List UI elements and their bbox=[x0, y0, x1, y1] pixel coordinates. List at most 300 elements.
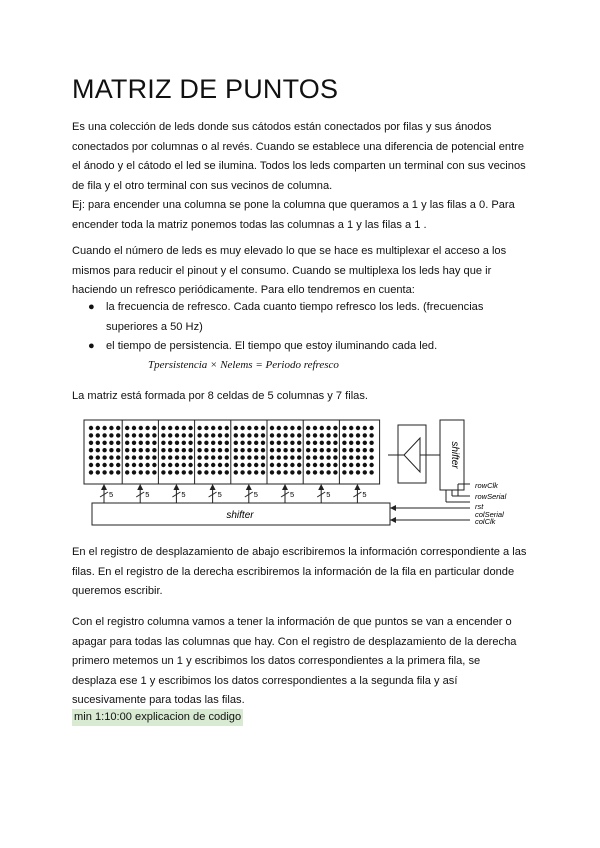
led-dot bbox=[333, 455, 337, 459]
led-dot bbox=[175, 426, 179, 430]
led-dot bbox=[218, 470, 222, 474]
led-dot bbox=[297, 463, 301, 467]
led-dot bbox=[102, 470, 106, 474]
led-dot bbox=[132, 433, 136, 437]
led-dot bbox=[306, 470, 310, 474]
text-line: Ej: para encender una columna se pone la columna que queramos a 1 y las filas a 0. Para bbox=[72, 199, 515, 212]
led-dot bbox=[283, 426, 287, 430]
text-line: la frecuencia de refresco. Cada cuanto tiempo refresco los leds. (frecuencias bbox=[106, 301, 484, 313]
led-dot bbox=[168, 433, 172, 437]
signal-label: rst bbox=[475, 502, 484, 511]
arrow-up-icon bbox=[101, 484, 107, 490]
led-dot bbox=[306, 448, 310, 452]
bus-width-label: 5 bbox=[145, 490, 150, 499]
led-dot bbox=[225, 463, 229, 467]
led-dot bbox=[145, 433, 149, 437]
led-dot bbox=[125, 441, 129, 445]
led-dot bbox=[333, 433, 337, 437]
led-dot bbox=[254, 433, 258, 437]
text-line: sucesivamente para todas las filas. bbox=[72, 694, 245, 707]
led-dot bbox=[218, 463, 222, 467]
led-dot bbox=[132, 463, 136, 467]
led-dot bbox=[320, 433, 324, 437]
bus-width-label: 5 bbox=[326, 490, 331, 499]
led-dot bbox=[363, 426, 367, 430]
led-dot bbox=[290, 426, 294, 430]
led-dot bbox=[145, 463, 149, 467]
led-dot bbox=[109, 433, 113, 437]
led-dot bbox=[125, 426, 129, 430]
led-dot bbox=[145, 441, 149, 445]
led-dot bbox=[168, 455, 172, 459]
led-dot bbox=[89, 433, 93, 437]
signal-label: rowSerial bbox=[475, 492, 507, 501]
led-dot bbox=[270, 448, 274, 452]
text-line: el ánodo y el cátodo el led se ilumina. Todos los leds comparten un terminal con sus vecinos bbox=[72, 160, 526, 173]
led-dot bbox=[313, 448, 317, 452]
led-dot bbox=[254, 455, 258, 459]
led-dot bbox=[132, 470, 136, 474]
led-dot bbox=[211, 448, 215, 452]
led-dot bbox=[247, 463, 251, 467]
led-dot bbox=[342, 470, 346, 474]
led-dot bbox=[342, 448, 346, 452]
led-dot bbox=[261, 470, 265, 474]
led-dot bbox=[161, 426, 165, 430]
led-dot bbox=[211, 470, 215, 474]
led-dot bbox=[356, 448, 360, 452]
led-dot bbox=[182, 470, 186, 474]
arrow-up-icon bbox=[246, 484, 252, 490]
led-dot bbox=[89, 441, 93, 445]
led-dot bbox=[197, 463, 201, 467]
led-dot bbox=[89, 426, 93, 430]
led-dot bbox=[349, 455, 353, 459]
led-dot bbox=[333, 448, 337, 452]
led-dot bbox=[102, 448, 106, 452]
led-dot bbox=[109, 441, 113, 445]
bus-width-label: 5 bbox=[109, 490, 114, 499]
led-dot bbox=[197, 426, 201, 430]
led-dot bbox=[234, 455, 238, 459]
code-explanation-note: min 1:10:00 explicacion de codigo bbox=[72, 709, 243, 726]
led-dot bbox=[290, 441, 294, 445]
led-dot bbox=[152, 463, 156, 467]
led-dot bbox=[320, 463, 324, 467]
led-dot bbox=[89, 470, 93, 474]
led-dot bbox=[225, 455, 229, 459]
led-dot bbox=[109, 448, 113, 452]
led-dot bbox=[168, 441, 172, 445]
led-dot bbox=[240, 448, 244, 452]
led-dot bbox=[96, 470, 100, 474]
led-dot bbox=[225, 441, 229, 445]
led-dot bbox=[197, 470, 201, 474]
text-line: de fila y el otro terminal con sus vecinos de columna. bbox=[72, 179, 333, 192]
led-dot bbox=[161, 470, 165, 474]
led-dot bbox=[342, 426, 346, 430]
arrow-up-icon bbox=[354, 484, 360, 490]
led-dot bbox=[116, 426, 120, 430]
led-dot bbox=[240, 463, 244, 467]
arrow-icon bbox=[390, 505, 396, 511]
led-dot bbox=[161, 441, 165, 445]
led-dot bbox=[102, 433, 106, 437]
led-dot bbox=[247, 441, 251, 445]
led-dot bbox=[342, 455, 346, 459]
led-dot bbox=[182, 441, 186, 445]
led-dot bbox=[197, 455, 201, 459]
led-dot bbox=[182, 426, 186, 430]
led-dot bbox=[369, 470, 373, 474]
text-line: mismos para reducir el pinout y el consumo. Cuando se multiplexa los leds hay que ir bbox=[72, 264, 492, 277]
led-dot bbox=[234, 470, 238, 474]
led-dot bbox=[96, 455, 100, 459]
led-dot bbox=[306, 463, 310, 467]
led-dot bbox=[290, 433, 294, 437]
led-dot bbox=[261, 426, 265, 430]
led-dot bbox=[369, 441, 373, 445]
led-dot bbox=[109, 470, 113, 474]
text-line: el tiempo de persistencia. El tiempo que estoy iluminando cada led. bbox=[106, 340, 438, 353]
arrow-up-icon bbox=[210, 484, 216, 490]
led-dot bbox=[363, 470, 367, 474]
led-dot bbox=[283, 448, 287, 452]
led-dot bbox=[234, 433, 238, 437]
led-dot bbox=[306, 441, 310, 445]
led-dot bbox=[197, 448, 201, 452]
text-line: filas. En el registro de la derecha escribiremos la información de la fila en particular donde bbox=[72, 565, 515, 578]
led-dot bbox=[109, 426, 113, 430]
led-dot bbox=[211, 433, 215, 437]
led-dot bbox=[211, 426, 215, 430]
led-dot bbox=[168, 426, 172, 430]
led-dot bbox=[297, 441, 301, 445]
led-dot bbox=[182, 433, 186, 437]
led-dot bbox=[240, 433, 244, 437]
led-dot bbox=[277, 448, 281, 452]
led-dot bbox=[161, 463, 165, 467]
led-dot bbox=[349, 448, 353, 452]
led-dot bbox=[161, 448, 165, 452]
led-dot bbox=[254, 463, 258, 467]
led-dot bbox=[204, 433, 208, 437]
led-dot bbox=[349, 433, 353, 437]
led-dot bbox=[277, 433, 281, 437]
led-dot bbox=[247, 455, 251, 459]
led-dot bbox=[96, 441, 100, 445]
arrow-up-icon bbox=[318, 484, 324, 490]
led-dot bbox=[234, 463, 238, 467]
led-dot bbox=[116, 455, 120, 459]
led-dot bbox=[283, 470, 287, 474]
led-dot bbox=[132, 448, 136, 452]
led-dot bbox=[326, 463, 330, 467]
paragraph-bottom-register bbox=[72, 543, 528, 602]
led-dot bbox=[290, 448, 294, 452]
led-dot bbox=[333, 470, 337, 474]
led-dot bbox=[277, 441, 281, 445]
bus-width-label: 5 bbox=[253, 490, 258, 499]
led-dot bbox=[116, 470, 120, 474]
led-dot bbox=[326, 470, 330, 474]
led-dot bbox=[152, 433, 156, 437]
led-dot bbox=[254, 470, 258, 474]
led-dot bbox=[363, 441, 367, 445]
led-dot bbox=[261, 448, 265, 452]
diagram-caption: La matriz está formada por 8 celdas de 5 columnas y 7 filas. bbox=[72, 390, 368, 402]
led-dot bbox=[297, 455, 301, 459]
signal-label: colClk bbox=[475, 517, 496, 526]
led-dot bbox=[116, 448, 120, 452]
led-dot bbox=[342, 463, 346, 467]
led-dot bbox=[234, 441, 238, 445]
led-dot bbox=[297, 470, 301, 474]
led-dot bbox=[109, 463, 113, 467]
led-dot bbox=[363, 455, 367, 459]
led-dot bbox=[306, 433, 310, 437]
led-dot bbox=[270, 426, 274, 430]
led-dot bbox=[277, 455, 281, 459]
text-line: superiores a 50 Hz) bbox=[106, 320, 203, 333]
led-dot bbox=[283, 441, 287, 445]
led-dot bbox=[197, 433, 201, 437]
led-dot bbox=[96, 448, 100, 452]
led-dot bbox=[218, 426, 222, 430]
led-dot bbox=[342, 441, 346, 445]
led-dot bbox=[139, 463, 143, 467]
arrow-up-icon bbox=[173, 484, 179, 490]
led-dot bbox=[247, 448, 251, 452]
led-dot bbox=[369, 455, 373, 459]
led-dot bbox=[247, 470, 251, 474]
led-dot bbox=[116, 433, 120, 437]
bullet-icon: ● bbox=[88, 340, 95, 353]
led-dot bbox=[356, 463, 360, 467]
text-line: desplaza ese 1 y escribimos los datos correspondientes a la segunda fila y así bbox=[72, 674, 458, 687]
led-dot bbox=[145, 455, 149, 459]
led-dot bbox=[175, 455, 179, 459]
led-dot bbox=[96, 463, 100, 467]
led-dot bbox=[277, 470, 281, 474]
led-dot bbox=[139, 448, 143, 452]
led-dot bbox=[297, 433, 301, 437]
led-dot bbox=[320, 470, 324, 474]
led-dot bbox=[234, 448, 238, 452]
led-dot bbox=[152, 448, 156, 452]
text-line: En el registro de desplazamiento de abajo escribiremos la información correspondiente a las bbox=[72, 546, 527, 558]
led-dot bbox=[182, 448, 186, 452]
led-dot bbox=[326, 441, 330, 445]
led-dot bbox=[254, 441, 258, 445]
led-dot bbox=[261, 433, 265, 437]
led-dot bbox=[254, 448, 258, 452]
led-dot bbox=[356, 426, 360, 430]
led-dot bbox=[204, 463, 208, 467]
led-dot bbox=[116, 463, 120, 467]
text-line: haciendo un refresco periódicamente. Para ello tendremos en cuenta: bbox=[72, 284, 415, 297]
led-dot bbox=[161, 433, 165, 437]
led-dot bbox=[225, 426, 229, 430]
led-dot bbox=[234, 426, 238, 430]
led-dot bbox=[188, 426, 192, 430]
led-dot bbox=[240, 470, 244, 474]
led-dot bbox=[363, 433, 367, 437]
led-dot bbox=[270, 441, 274, 445]
led-dot bbox=[326, 455, 330, 459]
led-dot bbox=[320, 448, 324, 452]
text-line: primero metemos un 1 y escribimos los datos correspondientes a la primera fila, se bbox=[72, 655, 481, 668]
led-dot bbox=[218, 433, 222, 437]
led-dot bbox=[342, 433, 346, 437]
led-dot bbox=[89, 455, 93, 459]
led-dot bbox=[313, 470, 317, 474]
led-dot bbox=[240, 426, 244, 430]
led-dot bbox=[152, 470, 156, 474]
led-dot bbox=[188, 441, 192, 445]
led-dot bbox=[161, 455, 165, 459]
led-dot bbox=[139, 433, 143, 437]
led-dot bbox=[145, 426, 149, 430]
led-dot bbox=[356, 455, 360, 459]
led-dot bbox=[283, 433, 287, 437]
bus-width-label: 5 bbox=[362, 490, 367, 499]
led-dot bbox=[125, 463, 129, 467]
led-dot bbox=[168, 470, 172, 474]
led-dot bbox=[320, 426, 324, 430]
led-dot bbox=[125, 470, 129, 474]
led-dot bbox=[270, 433, 274, 437]
led-dot bbox=[277, 463, 281, 467]
led-dot bbox=[356, 441, 360, 445]
bullet-icon: ● bbox=[88, 301, 95, 313]
led-dot bbox=[197, 441, 201, 445]
led-dot bbox=[96, 426, 100, 430]
led-dot bbox=[188, 455, 192, 459]
arrow-icon bbox=[390, 517, 396, 523]
formula: Tpersistencia × Nelems = Periodo refresco bbox=[148, 359, 339, 371]
text-line: queremos escribir. bbox=[72, 585, 163, 598]
led-dot bbox=[313, 441, 317, 445]
led-dot bbox=[356, 470, 360, 474]
led-dot bbox=[152, 426, 156, 430]
led-dot bbox=[152, 441, 156, 445]
led-dot bbox=[369, 463, 373, 467]
led-dot bbox=[306, 426, 310, 430]
led-dot bbox=[204, 470, 208, 474]
led-dot bbox=[247, 433, 251, 437]
led-dot bbox=[225, 433, 229, 437]
text-line: Cuando el número de leds es muy elevado lo que se hace es multiplexar el acceso a los bbox=[72, 245, 507, 257]
led-dot bbox=[349, 470, 353, 474]
right-shifter-label: shifter bbox=[449, 441, 460, 469]
led-dot bbox=[218, 441, 222, 445]
led-dot bbox=[240, 455, 244, 459]
led-dot bbox=[175, 470, 179, 474]
led-dot bbox=[182, 463, 186, 467]
led-dot bbox=[211, 455, 215, 459]
led-dot bbox=[116, 441, 120, 445]
led-dot bbox=[326, 426, 330, 430]
led-dot bbox=[313, 455, 317, 459]
led-dot bbox=[283, 463, 287, 467]
arrow-up-icon bbox=[282, 484, 288, 490]
led-dot bbox=[283, 455, 287, 459]
led-dot bbox=[363, 448, 367, 452]
led-dot bbox=[204, 441, 208, 445]
led-dot bbox=[290, 463, 294, 467]
paragraph-column-register bbox=[72, 613, 528, 711]
led-dot bbox=[369, 448, 373, 452]
led-dot bbox=[102, 463, 106, 467]
led-dot bbox=[369, 426, 373, 430]
led-matrix bbox=[84, 420, 380, 484]
led-dot bbox=[297, 448, 301, 452]
text-line: Es una colección de leds donde sus cátodos están conectados por filas y sus ánodos bbox=[72, 121, 492, 133]
led-dot bbox=[333, 463, 337, 467]
led-dot bbox=[125, 433, 129, 437]
bottom-shifter-label: shifter bbox=[226, 510, 254, 521]
led-dot bbox=[333, 441, 337, 445]
led-dot bbox=[363, 463, 367, 467]
led-dot bbox=[333, 426, 337, 430]
led-dot bbox=[356, 433, 360, 437]
signal-label: colSerial bbox=[475, 510, 504, 519]
led-dot bbox=[211, 441, 215, 445]
led-dot bbox=[313, 433, 317, 437]
led-dot bbox=[102, 455, 106, 459]
led-dot bbox=[204, 426, 208, 430]
led-dot bbox=[175, 433, 179, 437]
led-dot bbox=[168, 448, 172, 452]
page-title: MATRIZ DE PUNTOS bbox=[72, 74, 339, 104]
led-dot bbox=[290, 470, 294, 474]
led-dot bbox=[204, 448, 208, 452]
text-line: conectados por columnas o al revés. Cuando se establece una diferencia de potencial entre bbox=[72, 140, 525, 153]
led-dot bbox=[320, 455, 324, 459]
led-dot bbox=[102, 441, 106, 445]
led-dot bbox=[297, 426, 301, 430]
led-dot bbox=[247, 426, 251, 430]
led-dot bbox=[188, 433, 192, 437]
text-line: Con el registro columna vamos a tener la información de que puntos se van a encender o bbox=[72, 616, 512, 628]
led-dot bbox=[168, 463, 172, 467]
led-dot bbox=[369, 433, 373, 437]
led-dot bbox=[175, 463, 179, 467]
led-dot bbox=[313, 426, 317, 430]
led-dot bbox=[102, 426, 106, 430]
led-dot bbox=[139, 441, 143, 445]
led-dot bbox=[349, 426, 353, 430]
led-dot bbox=[290, 455, 294, 459]
led-dot bbox=[320, 441, 324, 445]
led-dot bbox=[182, 455, 186, 459]
led-dot bbox=[277, 426, 281, 430]
led-dot bbox=[225, 470, 229, 474]
led-dot bbox=[175, 441, 179, 445]
led-dot bbox=[306, 455, 310, 459]
led-dot bbox=[188, 463, 192, 467]
led-dot bbox=[152, 455, 156, 459]
led-dot bbox=[261, 455, 265, 459]
signal-label: rowClk bbox=[475, 481, 498, 490]
led-dot bbox=[132, 455, 136, 459]
led-dot bbox=[125, 448, 129, 452]
led-dot bbox=[109, 455, 113, 459]
led-dot bbox=[218, 448, 222, 452]
led-dot bbox=[132, 441, 136, 445]
led-dot bbox=[211, 463, 215, 467]
